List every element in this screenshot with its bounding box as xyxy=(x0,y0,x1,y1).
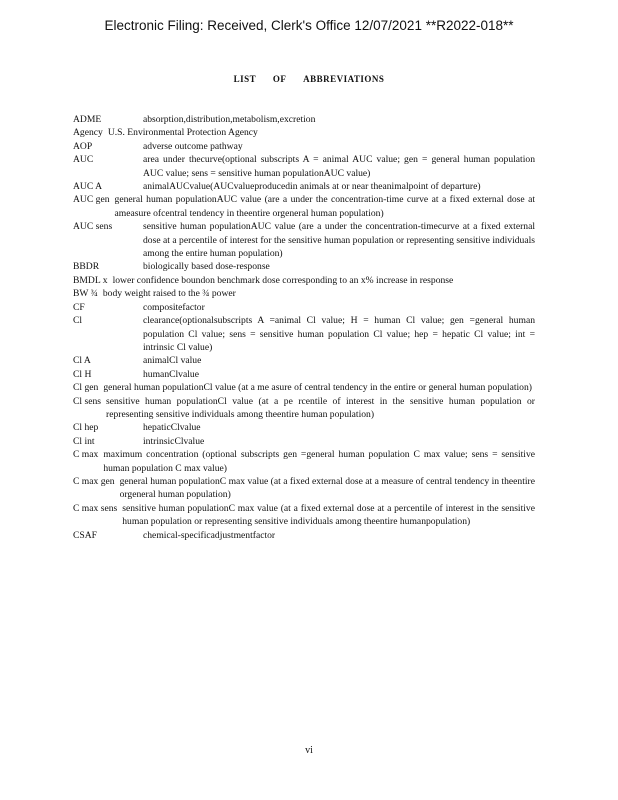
abbreviation-definition: chemical-specificadjustmentfactor xyxy=(143,529,276,541)
abbreviation-term: C max sens xyxy=(73,502,118,514)
title-word: ABBREVIATIONS xyxy=(303,74,385,84)
abbreviation-definition: adverse outcome pathway xyxy=(143,140,243,152)
abbreviation-term: AUC gen xyxy=(73,194,110,206)
abbreviation-term: Cl int xyxy=(73,435,95,447)
abbreviation-term: C max xyxy=(73,449,99,461)
abbreviation-entry xyxy=(73,301,535,314)
abbreviation-entry xyxy=(73,193,535,220)
abbreviation-entry xyxy=(73,287,535,300)
abbreviation-entry xyxy=(73,395,535,422)
abbreviation-definition: lower confidence boundon benchmark dose corresponding to an x% increase in response xyxy=(112,274,454,286)
abbreviation-definition: humanClvalue xyxy=(143,368,199,380)
abbreviation-entry xyxy=(73,502,535,529)
abbreviation-definition: animalCl value xyxy=(143,355,202,367)
abbreviation-term: Cl H xyxy=(73,368,92,380)
abbreviation-entry xyxy=(73,475,535,502)
abbreviation-term: Agency xyxy=(73,127,103,139)
abbreviation-term: Cl hep xyxy=(73,422,99,434)
abbreviation-definition: hepaticClvalue xyxy=(143,422,201,434)
abbreviation-definition: general human populationC max value (at a fixed external dose at a measure of central tendency in theentire orgeneral human population) xyxy=(119,475,535,501)
abbreviation-list xyxy=(73,113,535,542)
abbreviation-definition: animalAUCvalue(AUCvalueproducedin animals at or near theanimalpoint of departure) xyxy=(143,181,481,193)
abbreviation-term: AUC A xyxy=(73,181,103,193)
abbreviation-entry xyxy=(73,368,535,381)
abbreviation-definition: body weight raised to the ¾ power xyxy=(102,288,236,300)
abbreviation-term: BW ¾ xyxy=(73,288,98,300)
abbreviation-entry xyxy=(73,153,535,180)
page-number: vi xyxy=(305,745,313,756)
title-word: LIST xyxy=(233,74,257,84)
abbreviation-term: CF xyxy=(73,301,85,313)
abbreviation-entry xyxy=(73,529,535,542)
abbreviation-entry xyxy=(73,126,535,139)
abbreviation-definition: sensitive human populationC max value (at a fixed external dose at a percentile of interest in the sensitive human population or representing sensitive individuals among theentire humanpopulation) xyxy=(122,502,535,528)
abbreviation-entry xyxy=(73,180,535,193)
abbreviation-definition: compositefactor xyxy=(143,301,205,313)
abbreviation-term: Cl xyxy=(73,315,83,327)
abbreviation-entry xyxy=(73,220,535,260)
abbreviation-entry xyxy=(73,354,535,367)
abbreviation-entry xyxy=(73,381,535,394)
abbreviation-entry xyxy=(73,421,535,434)
abbreviation-term: AUC sens xyxy=(73,221,113,233)
abbreviation-term: ADME xyxy=(73,114,102,125)
abbreviation-definition: maximum concentration (optional subscripts gen =general human population C max value; sens = sensitive human population C max value) xyxy=(103,449,535,474)
abbreviation-definition: sensitive human populationAUC value (are a under the concentration-timecurve at a fixed external dose at a percentile of interest for the sensitive human population or representing sensitive individuals among the entire human population) xyxy=(143,221,535,260)
abbreviation-definition: general human populationCl value (at a me asure of central tendency in the entire or general human population) xyxy=(103,382,532,394)
abbreviation-definition: area under thecurve(optional subscripts A = animal AUC value; gen = general human population AUC value; sens = sensitive human populationAUC value) xyxy=(143,154,535,179)
title-word: OF xyxy=(272,74,287,84)
abbreviation-term: C max gen xyxy=(73,475,115,487)
abbreviation-definition: absorption,distribution,metabolism,excretion xyxy=(143,114,316,125)
abbreviation-term: Cl sens xyxy=(73,395,101,407)
filing-header: Electronic Filing: Received, Clerk's Office 12/07/2021 **R2022-018** xyxy=(104,18,514,33)
abbreviation-term: BMDL x xyxy=(73,274,108,286)
page-title xyxy=(0,74,618,84)
abbreviation-term: AOP xyxy=(73,140,93,152)
abbreviation-entry xyxy=(73,140,535,153)
abbreviation-entry xyxy=(73,113,535,126)
abbreviation-term: BBDR xyxy=(73,261,100,273)
abbreviation-definition: intrinsicClvalue xyxy=(143,435,205,447)
abbreviation-term: AUC xyxy=(73,154,94,166)
abbreviation-entry xyxy=(73,435,535,448)
abbreviation-definition: biologically based dose-response xyxy=(143,261,270,273)
abbreviation-entry xyxy=(73,260,535,273)
abbreviation-term: CSAF xyxy=(73,529,97,541)
abbreviation-term: Cl A xyxy=(73,355,91,367)
abbreviation-definition: general human populationAUC value (are a under the concentration-time curve at a fixed external dose at ameasure ofcentral tendency in theentire orgeneral human population) xyxy=(114,194,535,219)
abbreviation-entry xyxy=(73,274,535,287)
abbreviation-entry xyxy=(73,314,535,354)
abbreviation-term: Cl gen xyxy=(73,382,99,394)
abbreviation-definition: clearance(optionalsubscripts A =animal Cl value; H = human Cl value; gen =general human population Cl value; sens = sensitive human population Cl value; hep = hepatic Cl value; int = intrinsic Cl value) xyxy=(143,315,535,353)
abbreviation-definition: U.S. Environmental Protection Agency xyxy=(107,127,258,139)
abbreviation-entry xyxy=(73,448,535,475)
abbreviation-definition: sensitive human populationCl value (at a pe rcentile of interest in the sensitive human population or representing sensitive individuals among theentire human population) xyxy=(106,395,535,420)
